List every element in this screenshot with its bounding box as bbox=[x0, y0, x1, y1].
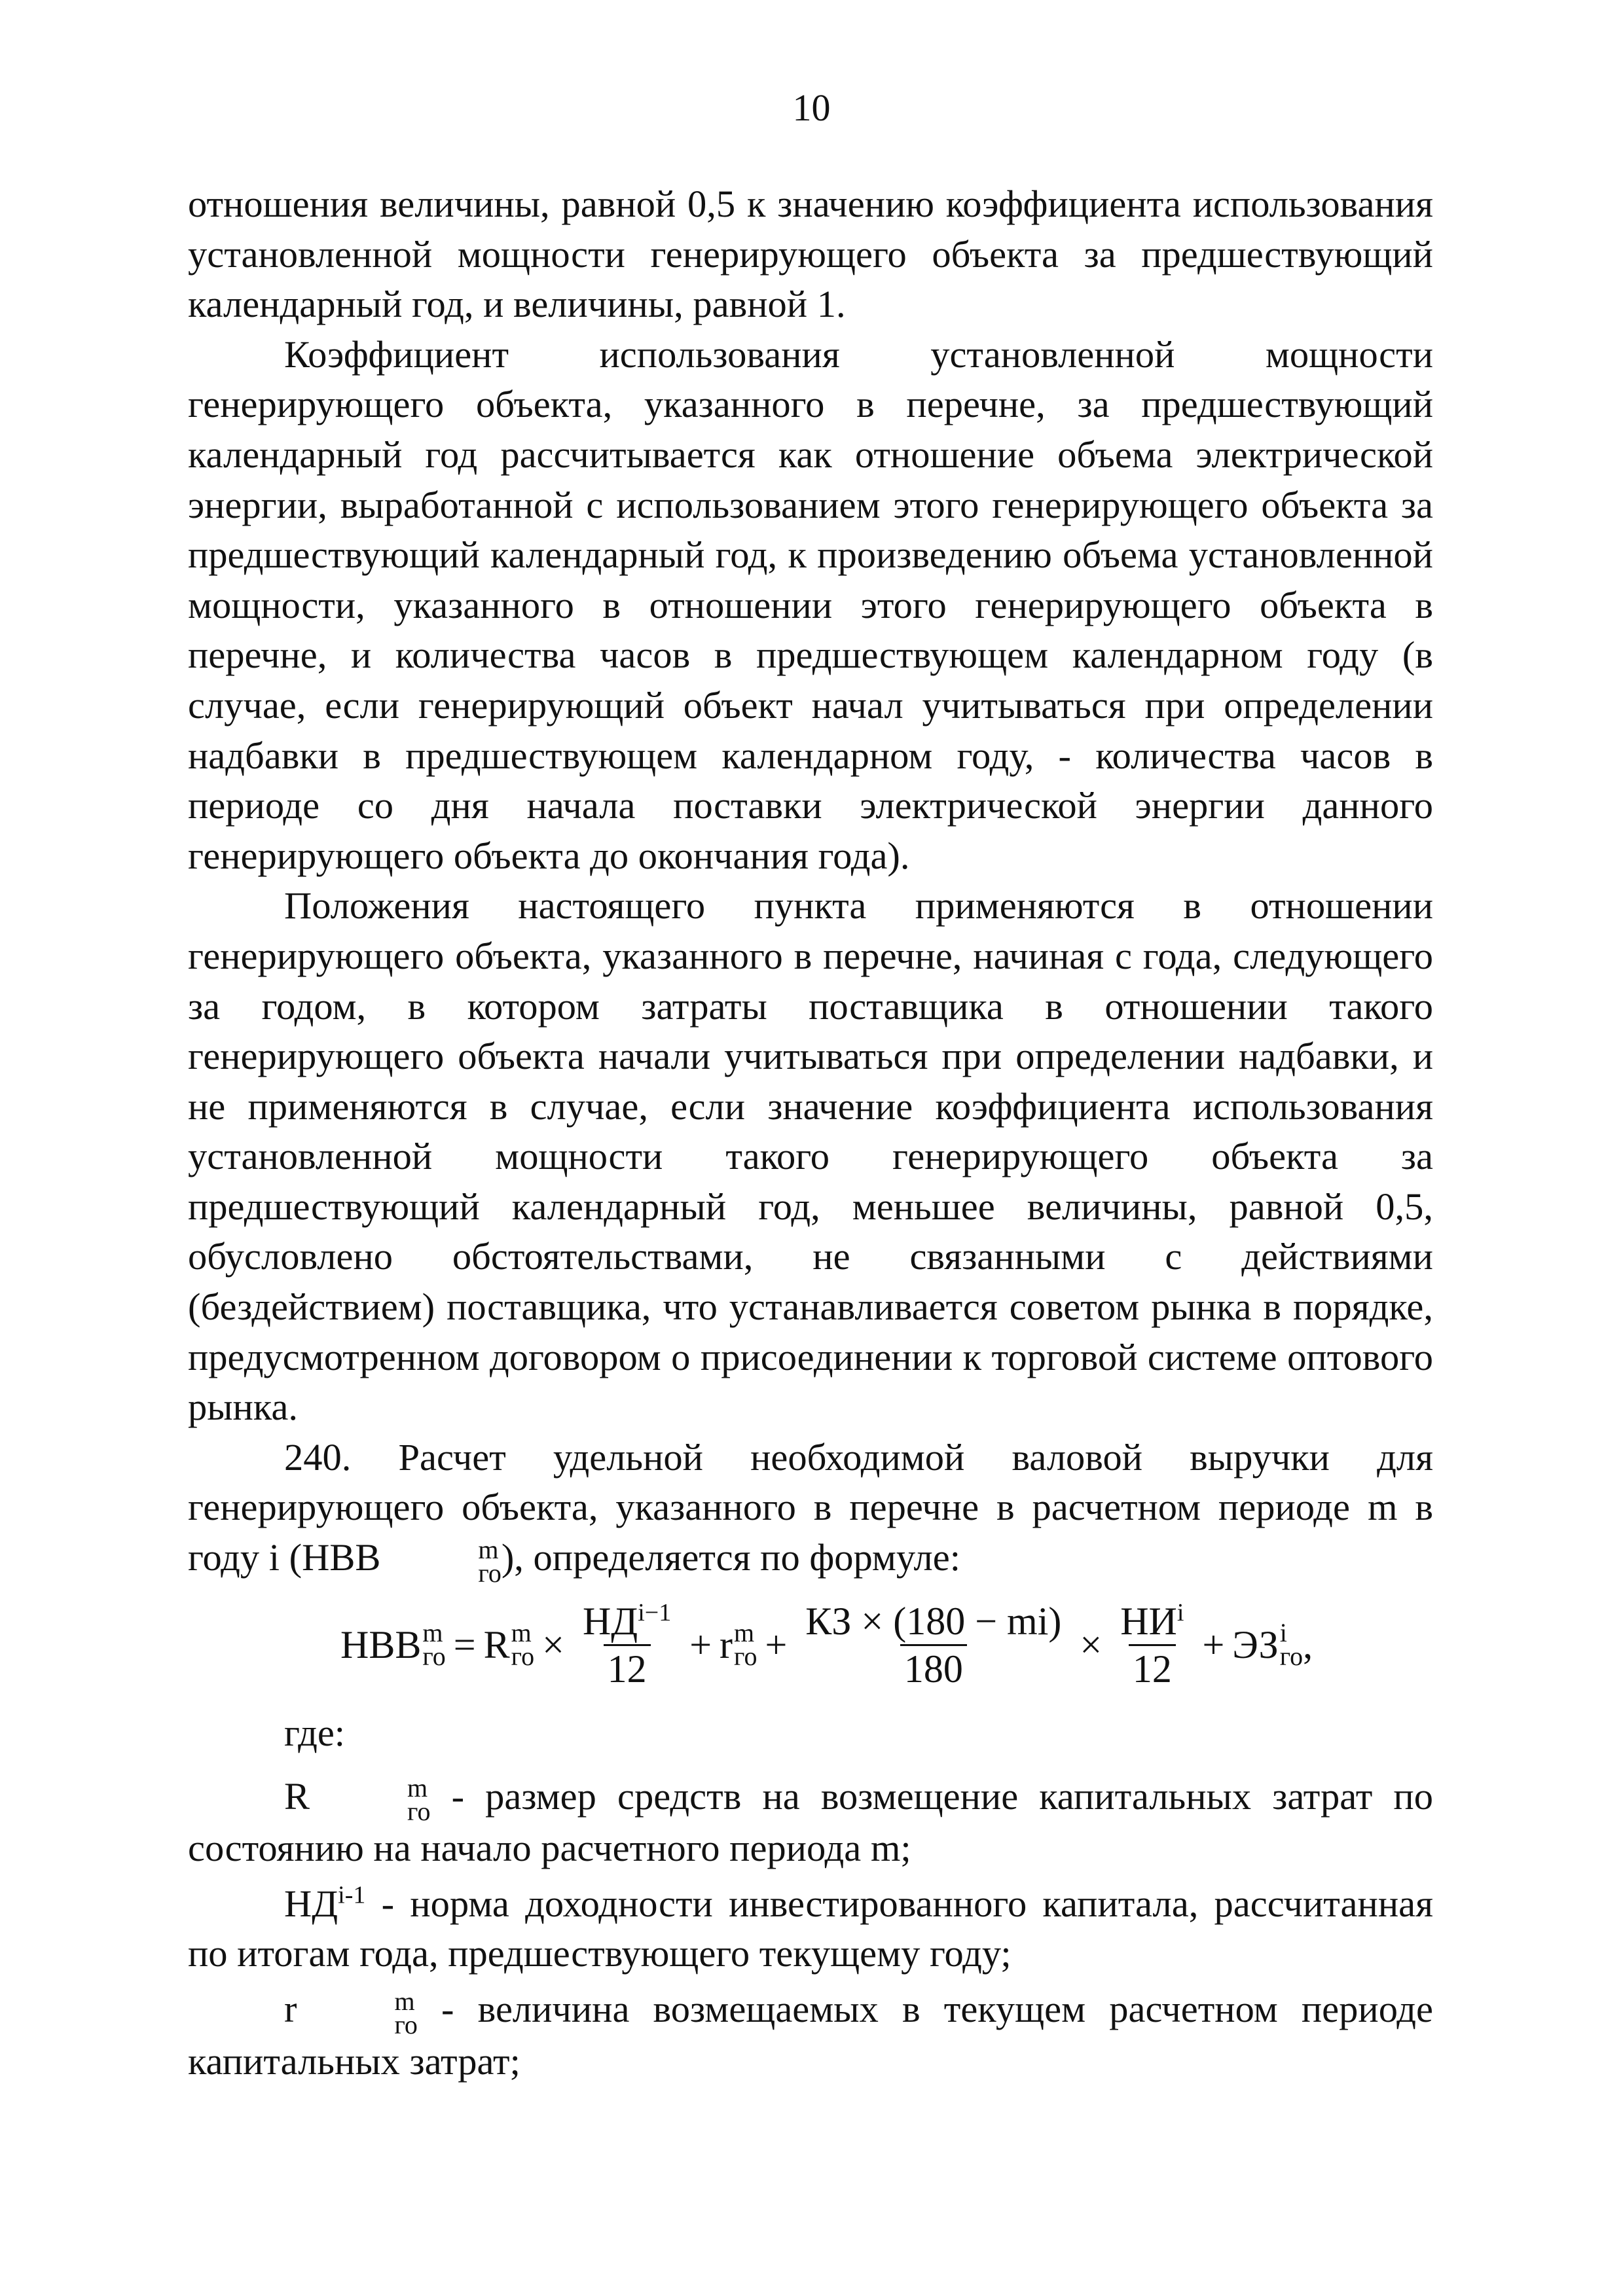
definition-r-small-sup: m bbox=[394, 1986, 415, 2016]
clause-240-text-before: 240. Расчет удельной необходимой валовой выручки для генерирующего объекта, указанного в перечне в расчетном периоде m в году i ( bbox=[188, 1435, 1433, 1579]
definition-r-indices bbox=[311, 1773, 431, 1827]
page-number: 10 bbox=[792, 86, 831, 129]
definition-r-small-indices bbox=[298, 1986, 418, 2039]
definition-r-small-symbol: r bbox=[284, 1987, 297, 2030]
formula-kz-denominator: 180 bbox=[900, 1644, 967, 1692]
formula-plus-2: + bbox=[765, 1623, 788, 1666]
clause-240-indices bbox=[382, 1534, 501, 1588]
body-text bbox=[188, 179, 1433, 1588]
formula-r-small-sup: m bbox=[734, 1618, 755, 1647]
definition-nd-text: - норма доходности инвестированного капитала, рассчитанная по итогам года, предшествующего текущему году; bbox=[188, 1882, 1433, 1975]
formula bbox=[0, 1583, 1623, 1707]
formula-kz-numerator: КЗ × (180 − mi) bbox=[805, 1599, 1062, 1643]
formula-equals: = bbox=[453, 1623, 476, 1666]
formula-r-small-indices bbox=[734, 1618, 757, 1671]
clause-240-sup: m bbox=[478, 1534, 499, 1564]
paragraph-2: Коэффициент использования установленной мощности генерирующего объекта, указанного в перечне, за предшествующий календарный год рассчитывается как отношение объема электрической энергии, выработанной с использованием этого генерирующего объекта за предшествующий календарный год, к произведению объема установленной мощности, указанного в отношении этого генерирующего объекта в перечне, и количества часов в предшествующем календарном году (в случае, если генерирующий объект начал учитываться при определении надбавки в предшествующем календарном году, - количества часов в периоде со дня начала поставки электрической энергии данного генерирующего объекта до окончания года). bbox=[188, 332, 1433, 877]
definition-r bbox=[188, 1772, 1433, 1874]
formula-comma: , bbox=[1303, 1623, 1313, 1666]
formula-fraction-kz bbox=[801, 1598, 1065, 1692]
definition-r-sub: го bbox=[407, 1797, 431, 1827]
definition-nd bbox=[188, 1879, 1433, 1979]
definition-nd-sup: i-1 bbox=[338, 1881, 366, 1909]
formula-fraction-nd bbox=[579, 1598, 675, 1692]
clause-240-symbol: НВВ bbox=[302, 1536, 381, 1579]
formula-ez-sup: i bbox=[1279, 1618, 1287, 1647]
where-label: где: bbox=[284, 1712, 346, 1754]
formula-ez-sub: го bbox=[1279, 1641, 1304, 1671]
definition-r-text: - размер средств на возмещение капитальных затрат по состоянию на начало расчетного периода m; bbox=[188, 1774, 1433, 1870]
formula-lhs-indices bbox=[422, 1618, 446, 1671]
formula-ni-numerator bbox=[1116, 1598, 1188, 1644]
formula-lhs-sub: го bbox=[422, 1641, 446, 1671]
formula-plus-3: + bbox=[1202, 1623, 1225, 1666]
formula-nd-denominator: 12 bbox=[604, 1644, 651, 1692]
definition-r-small bbox=[188, 1984, 1433, 2087]
formula-nd-sup: i−1 bbox=[638, 1598, 672, 1626]
formula-lhs-sup: m bbox=[422, 1618, 443, 1647]
clause-240-sub: го bbox=[478, 1558, 501, 1588]
formula-nd-numerator bbox=[579, 1598, 675, 1644]
formula-ni-sup: i bbox=[1176, 1598, 1184, 1626]
formula-times-1: × bbox=[542, 1623, 564, 1666]
formula-row bbox=[340, 1583, 1313, 1707]
clause-240 bbox=[188, 1433, 1433, 1588]
paragraph-3: Положения настоящего пункта применяются в отношении генерирующего объекта, указанного в перечне, начиная с года, следующего за годом, в котором затраты поставщика в отношении такого генерирующего объекта начали учитываться при определении надбавки, и не применяются в случае, если значение коэффициента использования установленной мощности такого генерирующего объекта за предшествующий календарный год, меньшее величины, равной 0,5, обусловлено обстоятельствами, не связанными с действиями (бездействием) поставщика, что устанавливается советом рынка в порядке, предусмотренном договором о присоединении к торговой системе оптового рынка. bbox=[188, 884, 1433, 1429]
definition-r-symbol: R bbox=[284, 1774, 310, 1818]
definition-r-small-sub: го bbox=[394, 2009, 418, 2039]
definition-nd-symbol: НД bbox=[284, 1882, 338, 1925]
formula-nd: НД bbox=[582, 1599, 638, 1643]
formula-ez: ЭЗ bbox=[1232, 1623, 1279, 1666]
formula-plus-1: + bbox=[689, 1623, 712, 1666]
formula-ni-denominator: 12 bbox=[1129, 1644, 1176, 1692]
formula-ez-indices bbox=[1279, 1618, 1304, 1671]
formula-r-small-sub: го bbox=[734, 1641, 757, 1671]
definition-r-small-text: - величина возмещаемых в текущем расчетном периоде капитальных затрат; bbox=[188, 1987, 1433, 2083]
where-block bbox=[188, 1708, 1433, 2087]
formula-r-indices bbox=[511, 1618, 535, 1671]
formula-r: R bbox=[483, 1623, 510, 1666]
formula-ni: НИ bbox=[1120, 1599, 1177, 1643]
formula-times-2: × bbox=[1080, 1623, 1103, 1666]
formula-r-sub: го bbox=[511, 1641, 535, 1671]
formula-fraction-ni bbox=[1116, 1598, 1188, 1692]
formula-r-sup: m bbox=[511, 1618, 532, 1647]
paragraph-1: отношения величины, равной 0,5 к значению коэффициента использования установленной мощности генерирующего объекта за предшествующий календарный год, и величины, равной 1. bbox=[188, 183, 1433, 326]
clause-240-text-after: ), определяется по формуле: bbox=[501, 1536, 960, 1579]
definition-r-sup: m bbox=[407, 1773, 428, 1803]
formula-r-small: r bbox=[720, 1623, 733, 1666]
formula-lhs: НВВ bbox=[340, 1623, 422, 1666]
